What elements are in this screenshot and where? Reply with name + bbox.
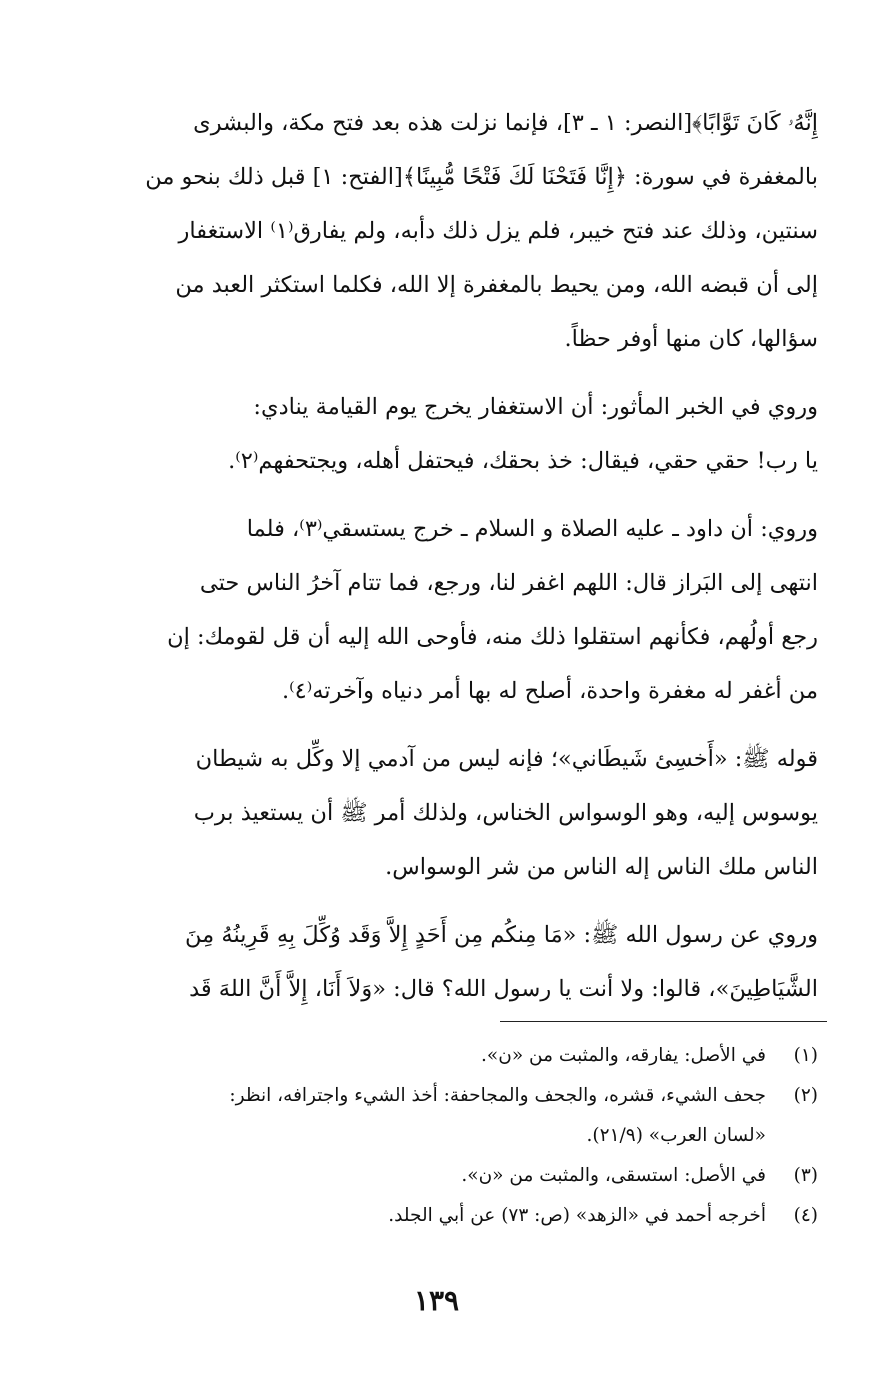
text-line: الناس ملك الناس إله الناس من شر الوسواس. <box>385 854 818 880</box>
footnote-text: في الأصل: يفارقه، والمثبت من «ن». <box>481 1045 766 1066</box>
text-line: سؤالها، كان منها أوفر حظاً. <box>564 326 818 352</box>
paragraph-4 <box>88 732 818 894</box>
footnote-1 <box>88 1036 818 1076</box>
footnote-text: جحف الشيء، قشره، والجحف والمجاحفة: أخذ الشيء واجترافه، انظر: <box>229 1085 766 1106</box>
paragraph-2 <box>88 380 818 488</box>
footnote-3 <box>88 1156 818 1196</box>
page-number: ١٣٩ <box>413 1284 460 1317</box>
footnote-2 <box>88 1076 818 1156</box>
text-line: من أغفر له مغفرة واحدة، أصلح له بها أمر دنياه وآخرته⁽٤⁾. <box>281 678 818 704</box>
text-line: انتهى إلى البَراز قال: اللهم اغفر لنا، ورجع، فما تتام آخرُ الناس حتى <box>199 570 818 596</box>
paragraph-1 <box>88 96 818 366</box>
text-line: يا رب! حقي حقي، فيقال: خذ بحقك، فيحتفل أهله، ويجتحفهم⁽٢⁾. <box>228 448 818 474</box>
text-line: قوله ﷺ: «أَخسِئ شَيطَاني»؛ فإنه ليس من آدمي إلا وكِّل به شيطان <box>195 746 818 772</box>
main-text <box>88 96 818 1030</box>
footnote-number: (١) <box>793 1045 818 1066</box>
footnote-number: (٤) <box>793 1205 818 1226</box>
text-line: الشَّيَاطِينَ»، قالوا: ولا أنت يا رسول الله؟ قال: «وَلاَ أَنَا، إِلاَّ أَنَّ اللهَ قَد <box>189 976 818 1002</box>
paragraph-5 <box>88 908 818 1016</box>
footnote-4 <box>88 1196 818 1236</box>
text-line: وروي عن رسول الله ﷺ: «مَا مِنكُم مِن أَحَدٍ إِلاَّ وَقَد وُكِّلَ بِهِ قَرِينُهُ مِنَ <box>185 922 818 948</box>
text-line: بالمغفرة في سورة: ﴿إِنَّا فَتَحْنَا لَكَ فَتْحًا مُّبِينًا﴾[الفتح: ١] قبل ذلك بنحو من <box>145 164 818 190</box>
text-line: وروي: أن داود ـ عليه الصلاة و السلام ـ خرج يستسقي⁽٣⁾، فلما <box>246 516 818 542</box>
text-line: رجع أولُهم، فكأنهم استقلوا ذلك منه، فأوحى الله إليه أن قل لقومك: إن <box>167 624 818 650</box>
footnotes <box>88 1036 818 1236</box>
footnote-text: أخرجه أحمد في «الزهد» (ص: ٧٣) عن أبي الجلد. <box>388 1205 766 1226</box>
text-line: وروي في الخبر المأثور: أن الاستغفار يخرج يوم القيامة ينادي: <box>253 394 818 420</box>
text-line: إلى أن قبضه الله، ومن يحيط بالمغفرة إلا الله، فكلما استكثر العبد من <box>175 272 818 298</box>
footnote-number: (٣) <box>793 1165 818 1186</box>
text-line: سنتين، وذلك عند فتح خيبر، فلم يزل ذلك دأبه، ولم يفارق⁽١⁾ الاستغفار <box>178 218 818 244</box>
text-line: إِنَّهُۥ كَانَ تَوَّابًا﴾[النصر: ١ ـ ٣]، فإنما نزلت هذه بعد فتح مكة، والبشرى <box>193 110 818 136</box>
footnote-divider <box>500 1021 827 1022</box>
paragraph-3 <box>88 502 818 718</box>
footnote-number: (٢) <box>793 1085 818 1106</box>
footnote-text: في الأصل: استسقى، والمثبت من «ن». <box>461 1165 766 1186</box>
text-line: يوسوس إليه، وهو الوسواس الخناس، ولذلك أمر ﷺ أن يستعيذ برب <box>193 800 818 826</box>
footnote-text: «لسان العرب» (٢١/٩). <box>586 1125 766 1146</box>
